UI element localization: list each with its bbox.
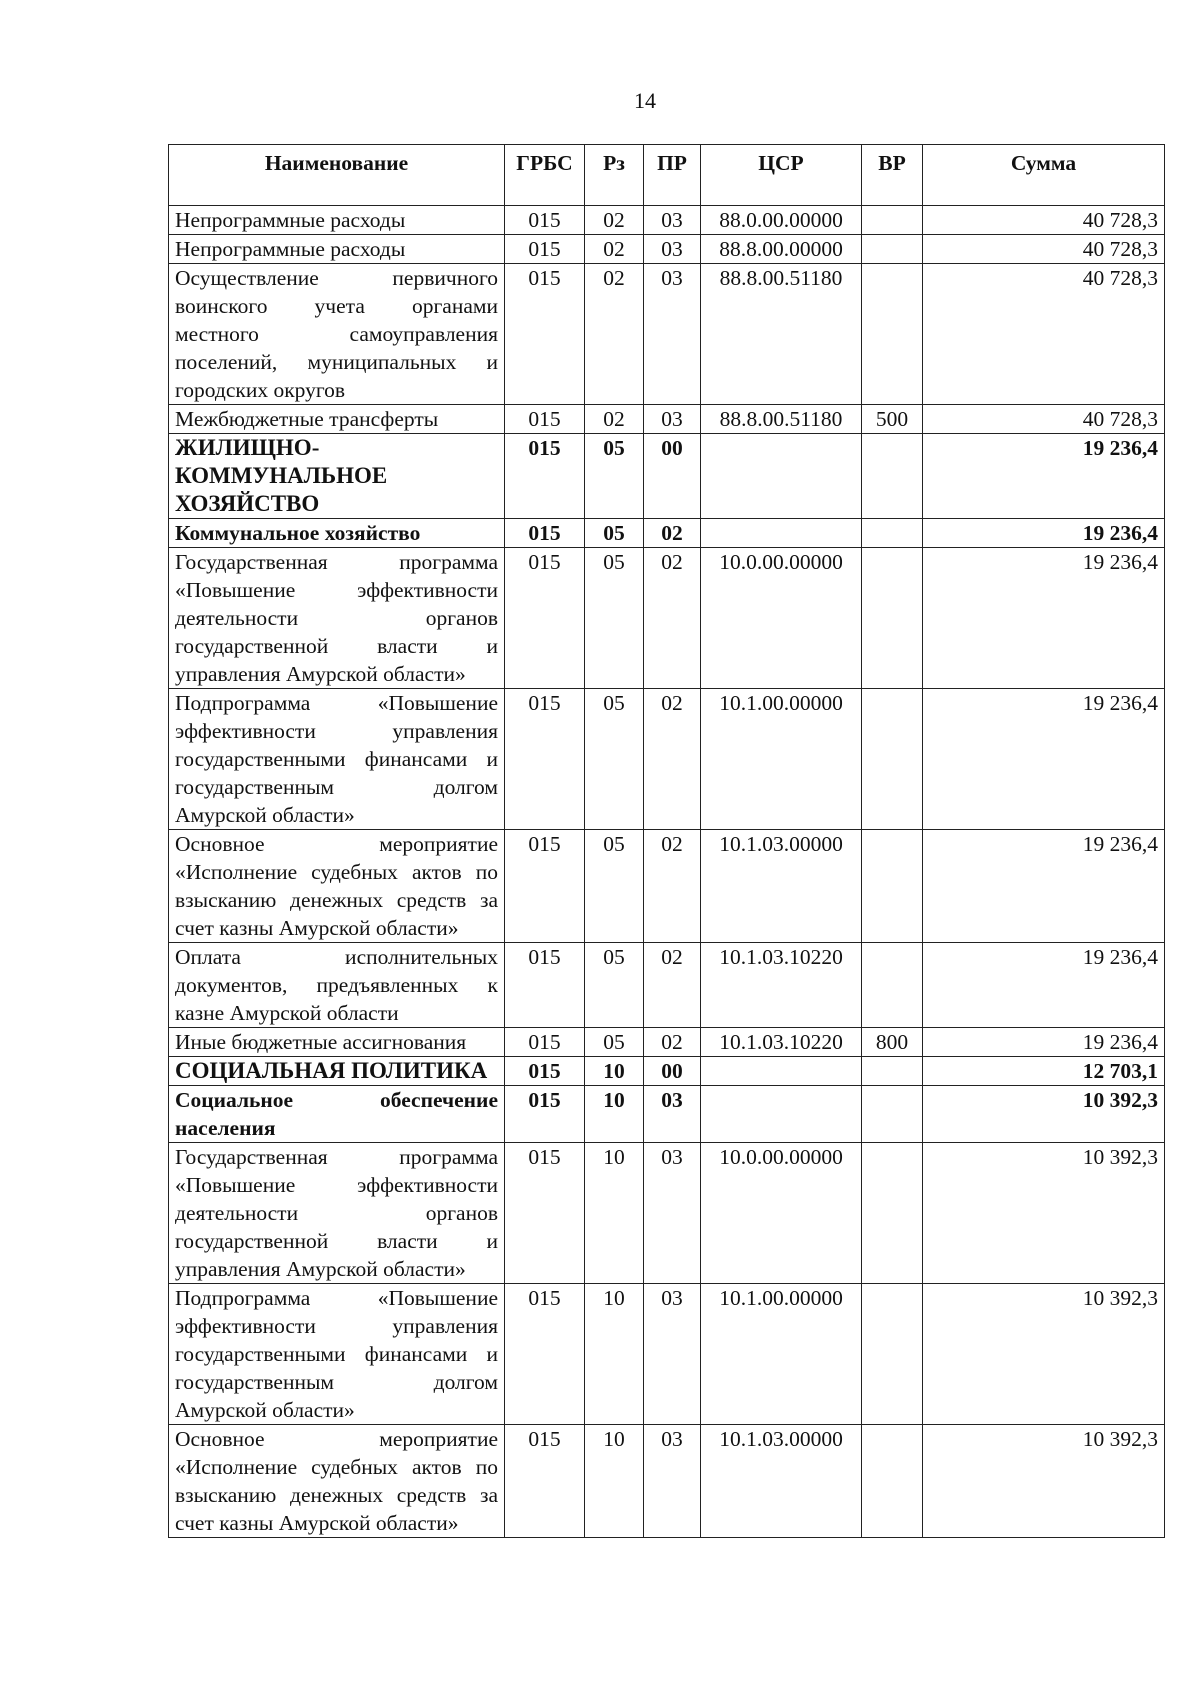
cell-rz: 05 xyxy=(585,943,644,1028)
cell-vr: 500 xyxy=(862,405,923,434)
cell-rz: 05 xyxy=(585,1028,644,1057)
cell-pr: 03 xyxy=(644,264,701,405)
cell-sum: 10 392,3 xyxy=(923,1086,1165,1143)
cell-pr: 02 xyxy=(644,689,701,830)
table-body xyxy=(169,206,1165,1538)
cell-sum: 19 236,4 xyxy=(923,548,1165,689)
cell-pr: 03 xyxy=(644,206,701,235)
cell-rz: 10 xyxy=(585,1425,644,1538)
cell-csr: 10.1.03.10220 xyxy=(701,943,862,1028)
cell-csr xyxy=(701,434,862,519)
table-row xyxy=(169,1425,1165,1538)
cell-name: Оплата исполнительных документов, предъявленных к казне Амурской области xyxy=(169,943,505,1028)
cell-sum: 40 728,3 xyxy=(923,264,1165,405)
cell-vr xyxy=(862,519,923,548)
cell-csr: 88.8.00.51180 xyxy=(701,264,862,405)
cell-vr xyxy=(862,434,923,519)
header-grbs: ГРБС xyxy=(505,145,585,206)
cell-pr: 00 xyxy=(644,1057,701,1086)
cell-pr: 02 xyxy=(644,519,701,548)
cell-vr xyxy=(862,1143,923,1284)
cell-name: Государственная программа «Повышение эффективности деятельности органов государственной власти и управления Амурской области» xyxy=(169,1143,505,1284)
cell-vr xyxy=(862,1057,923,1086)
header-sum: Сумма xyxy=(923,145,1165,206)
table-row xyxy=(169,519,1165,548)
cell-rz: 02 xyxy=(585,405,644,434)
cell-pr: 03 xyxy=(644,1143,701,1284)
cell-csr xyxy=(701,1057,862,1086)
cell-grbs: 015 xyxy=(505,1143,585,1284)
cell-sum: 10 392,3 xyxy=(923,1425,1165,1538)
cell-rz: 02 xyxy=(585,264,644,405)
table-row xyxy=(169,235,1165,264)
table-row xyxy=(169,830,1165,943)
cell-grbs: 015 xyxy=(505,1425,585,1538)
cell-grbs: 015 xyxy=(505,405,585,434)
header-csr: ЦСР xyxy=(701,145,862,206)
table-row xyxy=(169,1143,1165,1284)
cell-pr: 02 xyxy=(644,943,701,1028)
cell-name: ЖИЛИЩНО-КОММУНАЛЬНОЕ ХОЗЯЙСТВО xyxy=(169,434,505,519)
cell-rz: 05 xyxy=(585,689,644,830)
cell-name: Коммунальное хозяйство xyxy=(169,519,505,548)
cell-csr xyxy=(701,1086,862,1143)
cell-grbs: 015 xyxy=(505,1028,585,1057)
cell-grbs: 015 xyxy=(505,943,585,1028)
cell-vr xyxy=(862,830,923,943)
cell-name: Социальное обеспечение населения xyxy=(169,1086,505,1143)
cell-rz: 10 xyxy=(585,1143,644,1284)
table-row xyxy=(169,689,1165,830)
header-pr: ПР xyxy=(644,145,701,206)
table-row xyxy=(169,1028,1165,1057)
header-rz: Рз xyxy=(585,145,644,206)
header-name: Наименование xyxy=(169,145,505,206)
cell-csr: 88.8.00.51180 xyxy=(701,405,862,434)
cell-rz: 10 xyxy=(585,1284,644,1425)
cell-sum: 10 392,3 xyxy=(923,1143,1165,1284)
cell-pr: 02 xyxy=(644,1028,701,1057)
budget-table xyxy=(168,144,1165,1538)
cell-name: Непрограммные расходы xyxy=(169,235,505,264)
cell-sum: 19 236,4 xyxy=(923,830,1165,943)
cell-grbs: 015 xyxy=(505,519,585,548)
cell-vr xyxy=(862,264,923,405)
cell-vr xyxy=(862,943,923,1028)
cell-csr: 88.8.00.00000 xyxy=(701,235,862,264)
cell-csr xyxy=(701,519,862,548)
table-row xyxy=(169,206,1165,235)
table-row xyxy=(169,405,1165,434)
cell-grbs: 015 xyxy=(505,1086,585,1143)
cell-rz: 05 xyxy=(585,434,644,519)
cell-name: Основное мероприятие «Исполнение судебных актов по взысканию денежных средств за счет казны Амурской области» xyxy=(169,830,505,943)
cell-name: Межбюджетные трансферты xyxy=(169,405,505,434)
cell-grbs: 015 xyxy=(505,1057,585,1086)
cell-name: Подпрограмма «Повышение эффективности управления государственными финансами и государственным долгом Амурской области» xyxy=(169,689,505,830)
cell-pr: 00 xyxy=(644,434,701,519)
cell-vr xyxy=(862,206,923,235)
cell-grbs: 015 xyxy=(505,235,585,264)
cell-pr: 03 xyxy=(644,235,701,264)
cell-vr xyxy=(862,1284,923,1425)
table-row xyxy=(169,1086,1165,1143)
table-row xyxy=(169,548,1165,689)
header-vr: ВР xyxy=(862,145,923,206)
cell-csr: 10.0.00.00000 xyxy=(701,1143,862,1284)
cell-vr xyxy=(862,1425,923,1538)
cell-name: Непрограммные расходы xyxy=(169,206,505,235)
cell-csr: 10.1.00.00000 xyxy=(701,1284,862,1425)
table-header-row xyxy=(169,145,1165,206)
cell-grbs: 015 xyxy=(505,434,585,519)
cell-sum: 19 236,4 xyxy=(923,689,1165,830)
cell-grbs: 015 xyxy=(505,830,585,943)
cell-vr xyxy=(862,1086,923,1143)
cell-sum: 40 728,3 xyxy=(923,235,1165,264)
cell-grbs: 015 xyxy=(505,689,585,830)
cell-sum: 19 236,4 xyxy=(923,434,1165,519)
cell-name: Осуществление первичного воинского учета органами местного самоуправления поселений, муниципальных и городских округов xyxy=(169,264,505,405)
cell-rz: 10 xyxy=(585,1057,644,1086)
cell-grbs: 015 xyxy=(505,206,585,235)
cell-rz: 05 xyxy=(585,830,644,943)
cell-name: Государственная программа «Повышение эффективности деятельности органов государственной власти и управления Амурской области» xyxy=(169,548,505,689)
cell-rz: 02 xyxy=(585,206,644,235)
cell-sum: 10 392,3 xyxy=(923,1284,1165,1425)
cell-sum: 40 728,3 xyxy=(923,405,1165,434)
cell-vr xyxy=(862,689,923,830)
cell-name: СОЦИАЛЬНАЯ ПОЛИТИКА xyxy=(169,1057,505,1086)
cell-grbs: 015 xyxy=(505,264,585,405)
cell-pr: 03 xyxy=(644,1425,701,1538)
cell-grbs: 015 xyxy=(505,548,585,689)
cell-csr: 88.0.00.00000 xyxy=(701,206,862,235)
cell-pr: 03 xyxy=(644,1086,701,1143)
cell-pr: 03 xyxy=(644,1284,701,1425)
cell-sum: 19 236,4 xyxy=(923,943,1165,1028)
cell-sum: 12 703,1 xyxy=(923,1057,1165,1086)
cell-rz: 02 xyxy=(585,235,644,264)
cell-rz: 05 xyxy=(585,519,644,548)
table-row xyxy=(169,434,1165,519)
cell-name: Иные бюджетные ассигнования xyxy=(169,1028,505,1057)
cell-vr: 800 xyxy=(862,1028,923,1057)
table-row xyxy=(169,1057,1165,1086)
cell-pr: 03 xyxy=(644,405,701,434)
cell-name: Основное мероприятие «Исполнение судебных актов по взысканию денежных средств за счет казны Амурской области» xyxy=(169,1425,505,1538)
cell-pr: 02 xyxy=(644,830,701,943)
cell-csr: 10.1.03.10220 xyxy=(701,1028,862,1057)
cell-vr xyxy=(862,548,923,689)
cell-name: Подпрограмма «Повышение эффективности управления государственными финансами и государственным долгом Амурской области» xyxy=(169,1284,505,1425)
table-row xyxy=(169,1284,1165,1425)
cell-rz: 05 xyxy=(585,548,644,689)
page-number: 14 xyxy=(634,88,656,113)
cell-csr: 10.0.00.00000 xyxy=(701,548,862,689)
cell-vr xyxy=(862,235,923,264)
cell-rz: 10 xyxy=(585,1086,644,1143)
cell-csr: 10.1.03.00000 xyxy=(701,1425,862,1538)
cell-sum: 19 236,4 xyxy=(923,519,1165,548)
cell-pr: 02 xyxy=(644,548,701,689)
cell-grbs: 015 xyxy=(505,1284,585,1425)
cell-csr: 10.1.03.00000 xyxy=(701,830,862,943)
cell-sum: 40 728,3 xyxy=(923,206,1165,235)
table-row xyxy=(169,943,1165,1028)
cell-sum: 19 236,4 xyxy=(923,1028,1165,1057)
table-row xyxy=(169,264,1165,405)
cell-csr: 10.1.00.00000 xyxy=(701,689,862,830)
